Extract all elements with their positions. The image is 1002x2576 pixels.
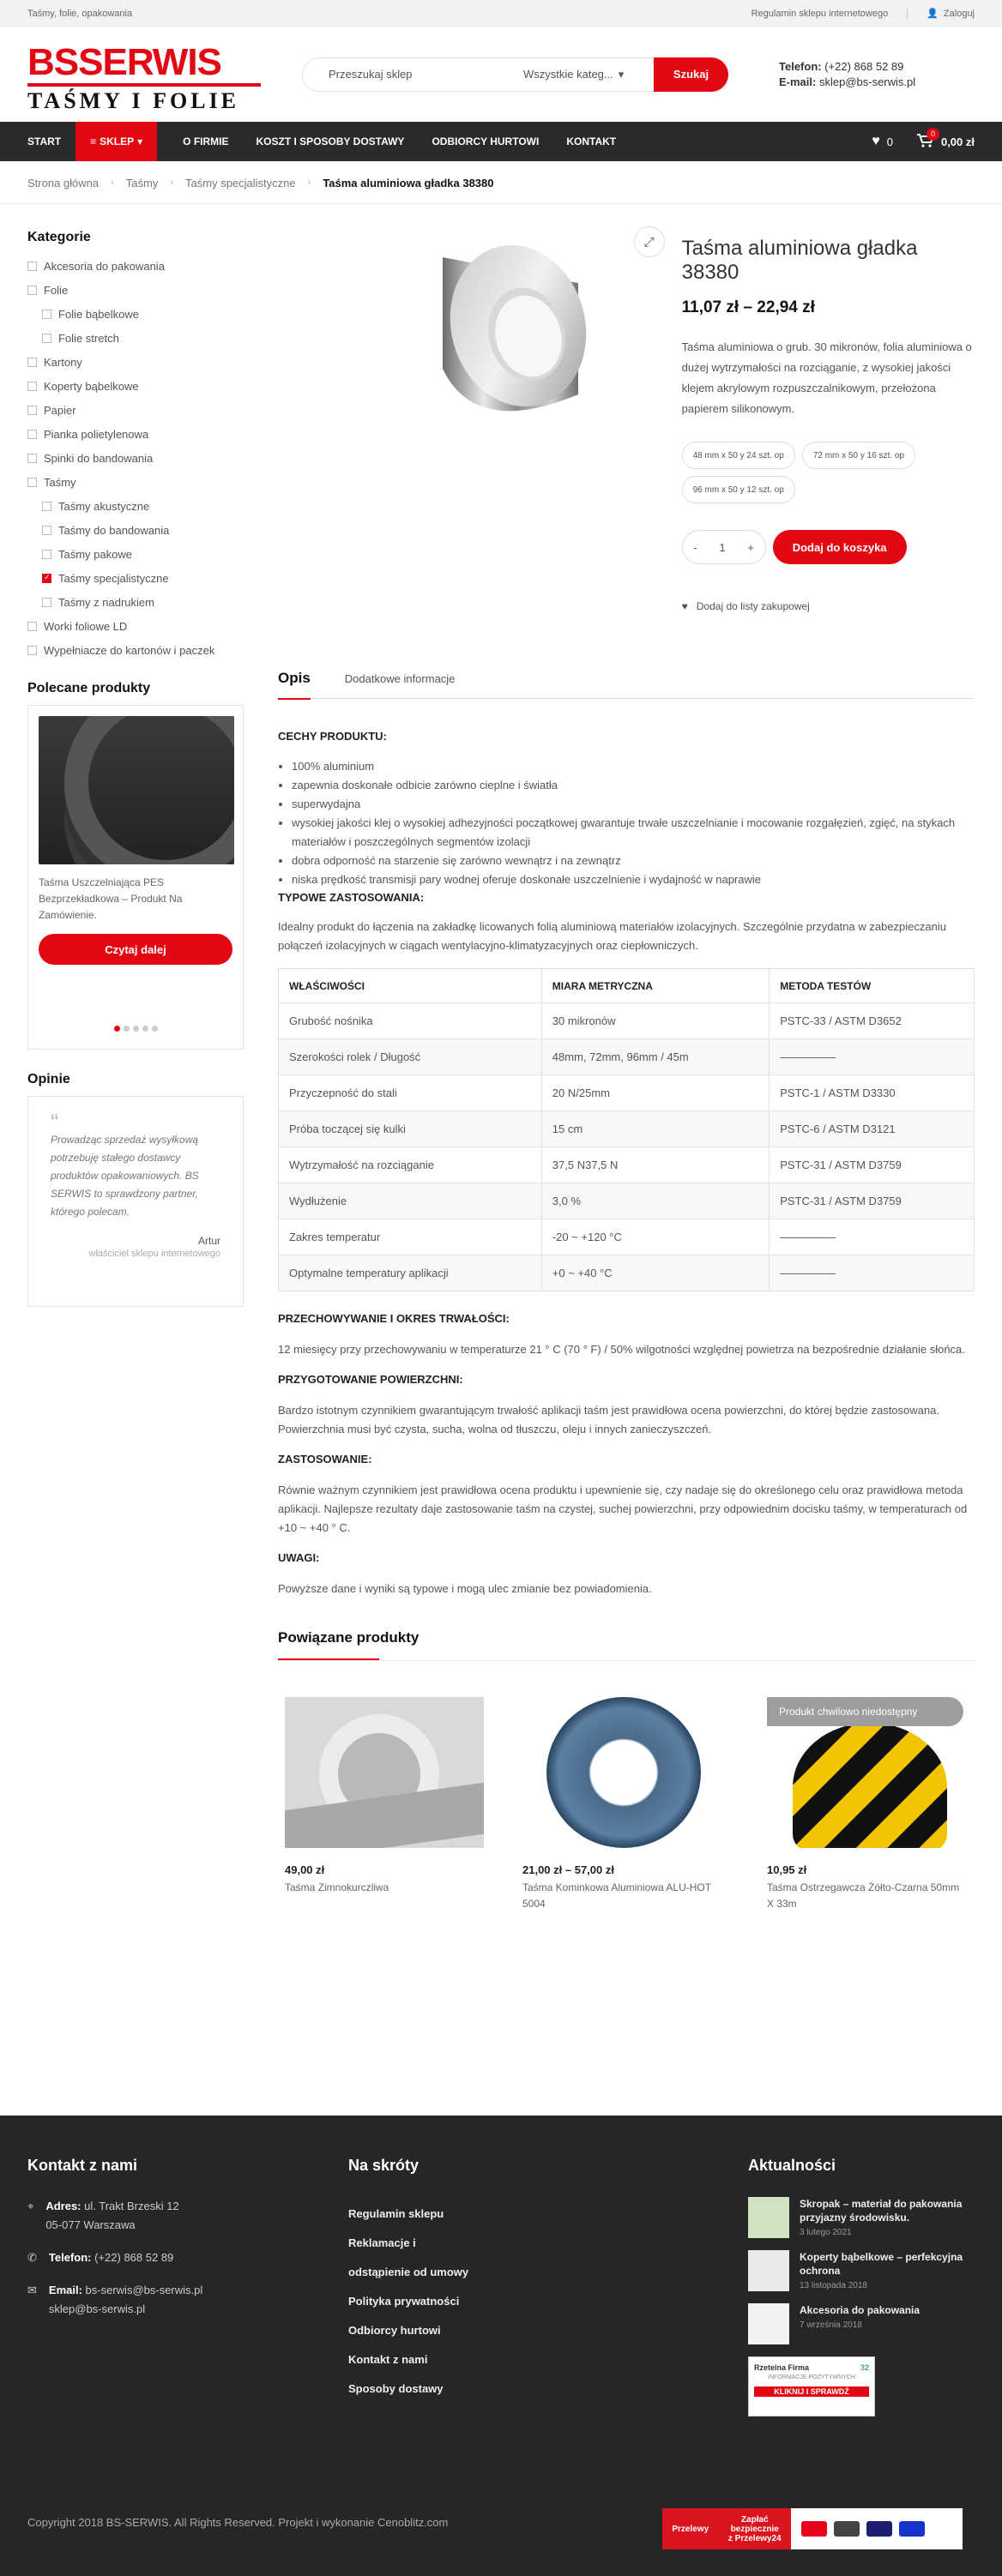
category-item[interactable]: Akcesoria do pakowania [27,254,244,278]
storage-title: PRZECHOWYWANIE I OKRES TRWAŁOŚCI: [278,1312,510,1325]
quantity-stepper [682,530,766,564]
chevron-down-icon: ▾ [137,135,143,147]
table-cell: 15 cm [541,1111,769,1147]
visa-icon [899,2521,925,2537]
features-list [278,757,975,889]
rzetelna-firma-badge[interactable]: Rzetelna Firma 32 INFORMACJE POZYTYWNYCH KLIKNIJ I SPRAWDŹ [748,2356,875,2417]
table-cell: Przyczepność do stali [279,1075,542,1111]
use-text: Idealny produkt do łączenia na zakładkę licowanych folią aluminiową materiałów izolacyjnych. Szczególnie przydatna w zabezpieczaniu połączeń izolacyjnych w ciągach wentylacyjno-klimatyzacyjnych oraz ciepłowniczych. [278,920,946,952]
table-cell: 37,5 N37,5 N [541,1147,769,1183]
table-cell: PSTC-31 / ASTM D3759 [770,1147,975,1183]
related-price: 49,00 zł [285,1863,325,1876]
table-cell: -20 ~ +120 °C [541,1219,769,1255]
footer-link[interactable]: Kontakt z nami [348,2352,428,2366]
related-product[interactable] [522,1697,724,1912]
news-thumbnail[interactable] [748,2197,789,2238]
news-item[interactable]: Koperty bąbelkowe – perfekcyjna ochrona 13 listopada 2018 [748,2250,975,2291]
checkbox[interactable] [27,622,37,631]
login-link[interactable]: 👤 Zaloguj [927,8,975,19]
mastercard-icon [801,2521,827,2537]
envelope-icon: ✉ [27,2284,37,2296]
category-item[interactable]: ✓ Taśmy specjalistyczne [27,566,244,590]
nav-contact[interactable]: KONTAKT [566,135,617,147]
table-cell: PSTC-31 / ASTM D3759 [770,1183,975,1219]
copyright: Copyright 2018 BS-SERWIS. All Rights Reserved. Projekt i wykonanie Cenoblitz.com [27,2516,449,2529]
table-row [279,1111,975,1147]
testimonial [27,1096,244,1307]
chevron-right-icon: › [170,178,174,188]
table-cell: ————— [770,1255,975,1291]
product-image[interactable] [424,223,595,429]
warning-title: UWAGI: [278,1551,320,1564]
footer-news-title: Aktualności [748,2157,836,2174]
category-item[interactable]: Taśmy pakowe [27,542,244,566]
checkbox[interactable] [27,406,37,415]
caret-down-icon: ▾ [618,67,625,81]
table-cell: Wytrzymałość na rozciąganie [279,1147,542,1183]
map-pin-icon: ⌖ [27,2200,34,2212]
footer-link[interactable]: odstąpienie od umowy [348,2265,469,2278]
related-name[interactable]: Taśma Zimnokurczliwa [285,1881,389,1893]
related-name[interactable]: Taśma Kominkowa Aluminiowa ALU-HOT 5004 [522,1881,711,1910]
breadcrumb [0,161,1002,204]
related-product-image[interactable] [285,1697,484,1848]
checkbox[interactable] [42,598,51,607]
news-list [748,2197,975,2344]
footer-link[interactable]: Odbiorcy hurtowi [348,2323,441,2337]
table-cell: Zakres temperatur [279,1219,542,1255]
ipko-icon [866,2521,892,2537]
table-cell: ————— [770,1039,975,1075]
prep-text: Bardzo istotnym czynnikiem gwarantującym trwałość aplikacji taśm jest prawidłowa ocena powierzchni, do której będzie zastosowana. Powierzchnia musi być czysta, sucha, wolna od tłuszczu, oleju i innych zanieczyszczeń. [278,1404,939,1435]
checkbox[interactable] [42,310,51,319]
checkbox[interactable] [42,334,51,343]
related-product-image[interactable] [522,1697,724,1848]
testimonial-role: właściciel sklepu internetowego [88,1249,220,1259]
carousel-dot[interactable] [142,1026,148,1032]
checkbox[interactable] [27,358,37,367]
table-cell: Optymalne temperatury aplikacji [279,1255,542,1291]
carousel-dot[interactable] [124,1026,130,1032]
cart-link[interactable]: 0 0,00 zł [917,134,975,150]
out-of-stock-badge: Produkt chwilowo niedostępny [767,1697,963,1726]
checkbox[interactable] [27,262,37,271]
chevron-right-icon: › [111,178,114,188]
testimonial-author: Artur [197,1235,220,1247]
nav-wholesale[interactable]: ODBIORCY HURTOWI [432,135,540,147]
phone-icon: ✆ [27,2251,37,2264]
related-product-image[interactable] [767,1697,969,1848]
nav-delivery[interactable]: KOSZT I SPOSOBY DOSTAWY [256,135,405,147]
related-price: 21,00 zł – 57,00 zł [522,1863,614,1876]
search-bar [302,57,728,92]
footer-email: ✉ Email: bs-serwis@bs-serwis.pl sklep@bs-serwis.pl [27,2281,311,2319]
footer-link[interactable]: Reklamacje i [348,2236,416,2249]
prep-title: PRZYGOTOWANIE POWIERZCHNI: [278,1373,463,1386]
table-row [279,1039,975,1075]
category-item[interactable]: Folie stretch [27,326,244,350]
search-button[interactable]: Szukaj [654,57,728,92]
checkbox[interactable] [27,454,37,463]
product-title: Taśma aluminiowa gładka 38380 [681,237,918,284]
add-to-wishlist-link[interactable]: ♥ Dodaj do listy zakupowej [681,600,810,612]
news-thumbnail[interactable] [748,2250,789,2291]
variant-option[interactable]: 96 mm x 50 y 12 szt. op [682,476,795,503]
cart-badge: 0 [927,128,939,141]
table-cell: 30 mikronów [541,1003,769,1039]
carousel-dot[interactable] [114,1026,120,1032]
application-title: ZASTOSOWANIE: [278,1453,372,1466]
variant-option[interactable]: 48 mm x 50 y 24 szt. op [682,442,795,469]
heart-icon: ♥ [872,134,880,148]
category-item[interactable]: Folie [27,278,244,302]
divider [907,8,908,20]
table-cell: Grubość nośnika [279,1003,542,1039]
checkbox[interactable] [42,502,51,511]
checkbox[interactable] [42,550,51,559]
related-product[interactable] [278,1697,480,1912]
testimonial-text: Prowadząc sprzedaż wysyłkową potrzebuję stałego dostawcy produktów opakowaniowych. BS SERWIS to sprawdzony partner, którego polecam. [51,1134,199,1218]
carousel-dots [28,1026,243,1032]
search-input[interactable]: Przeszukaj sklep [329,68,413,81]
table-row [279,1003,975,1039]
category-select[interactable]: Wszystkie kateg... ▾ [523,67,625,81]
recommended-card [27,705,244,1050]
checkbox[interactable] [27,286,37,295]
checkbox[interactable] [27,430,37,439]
category-list [27,254,244,662]
bars-icon: ≡ [90,135,97,147]
product-gallery [278,214,665,659]
cart-icon [917,129,935,150]
footer-link[interactable]: Sposoby dostawy [348,2381,444,2395]
product-short-description: Taśma aluminiowa o grub. 30 mikronów, folia aluminiowa o dużej wytrzymałości na rozciąganie, z wysokiej jakości klejem akrylowym rozpuszczalnikowym, przełożona papierem silikonowym. [681,340,972,415]
variant-list [682,442,939,503]
table-cell: Wydłużenie [279,1183,542,1219]
feature-item: • wysokiej jakości klej o wysokiej adhezyjności początkowej gwarantuje trwałe uszczelnianie i mocowanie rozgałęzień, zgięć, na stykach materiałów i poszczególnych segmentów izolacji [292,814,975,852]
nav-about[interactable]: O FIRMIE [183,135,229,147]
table-cell: PSTC-1 / ASTM D3330 [770,1075,975,1111]
footer-address: ⌖ Adres: ul. Trakt Brzeski 12 05-077 Warszawa [27,2197,311,2235]
variant-option[interactable]: 72 mm x 50 y 16 szt. op [802,442,915,469]
footer-phone: ✆ Telefon: (+22) 868 52 89 [27,2248,311,2267]
product-price: 11,07 zł – 22,94 zł [681,298,815,316]
wishlist-link[interactable]: ♥ 0 [872,134,893,148]
related-section [278,1629,975,1661]
payment-banner: Przelewy Zapłać bezpiecznie z Przelewy24 [662,2508,963,2549]
checkbox[interactable] [27,382,37,391]
logo[interactable]: BSSERWIS TAŚMY I FOLIE [27,44,261,105]
news-item[interactable]: Skropak – materiał do pakowania przyjazny środowisku. 3 lutego 2021 [748,2197,975,2238]
footer-links [348,2199,571,2403]
category-item[interactable]: Taśmy do bandowania [27,518,244,542]
payment-icons [801,2521,925,2537]
regulamin-link[interactable]: Regulamin sklepu internetowego [751,8,889,19]
read-more-button[interactable]: Czytaj dalej [39,934,232,965]
table-cell: Szerokości rolek / Długość [279,1039,542,1075]
checkbox[interactable] [27,646,37,655]
category-item[interactable]: Taśmy [27,470,244,494]
table-cell: Próba toczącej się kulki [279,1111,542,1147]
table-row [279,1183,975,1219]
table-cell: 48mm, 72mm, 96mm / 45m [541,1039,769,1075]
feature-item: • zapewnia doskonałe odbicie zarówno cieplne i światła [292,776,975,795]
user-icon: 👤 [927,9,939,19]
checkbox[interactable] [42,526,51,535]
expand-icon[interactable]: ⤢ [634,226,665,257]
recommended-text: Taśma Uszczelniająca PES Bezprzekładkowa – Produkt Na Zamówienie. [39,876,183,921]
table-row [279,1147,975,1183]
tab-description[interactable]: Opis [278,659,311,699]
footer-link[interactable]: Regulamin sklepu [348,2206,444,2220]
table-cell: PSTC-33 / ASTM D3652 [770,1003,975,1039]
description-panel [278,730,975,1598]
breadcrumb-current: Taśma aluminiowa gładka 38380 [323,176,494,190]
use-title: TYPOWE ZASTOSOWANIA: [278,891,425,904]
przelewy24-logo: Przelewy [672,2524,709,2534]
quantity-input[interactable]: 1 [719,540,726,554]
checkbox[interactable] [42,574,51,583]
category-item[interactable]: Pianka polietylenowa [27,422,244,446]
categories-title: Kategorie [27,230,91,244]
product-summary [278,214,975,659]
main-nav [0,122,1002,161]
breadcrumb-home[interactable]: Strona główna [27,176,100,190]
carousel-dot[interactable] [133,1026,139,1032]
plus-button[interactable]: + [747,540,754,554]
feature-item: • 100% aluminium [292,757,975,776]
table-row [279,1255,975,1291]
table-cell: +0 ~ +40 °C [541,1255,769,1291]
application-text: Równie ważnym czynnikiem jest prawidłowa ocena produktu i upewnienie się, czy nadaje się do określonego celu oraz prawidłowa metoda aplikacji. Najlepsze rezultaty daje zastosowanie taśm na czystej, suchej powierzchni, przy odpowiednim docisku taśmy, w temperaturach od +10 ~ +40 ° C. [278,1484,968,1534]
table-row [279,1075,975,1111]
recommended-title: Polecane produkty [27,681,151,695]
bank-icon [834,2521,860,2537]
table-header: WŁAŚCIWOŚCI [279,969,542,1003]
footer-links-title: Na skróty [348,2157,420,2174]
table-header: MIARA METRYCZNA [541,969,769,1003]
feature-item: • dobra odporność na starzenie się zarówno wewnątrz i na zewnątrz [292,852,975,870]
category-item[interactable]: Taśmy z nadrukiem [27,590,244,614]
news-thumbnail[interactable] [748,2303,789,2344]
related-price: 10,95 zł [767,1863,807,1876]
product-info [682,214,975,659]
category-item[interactable]: Wypełniacze do kartonów i paczek [27,638,244,662]
tagline: Taśmy, folie, opakowania [27,8,133,19]
chevron-right-icon: › [307,178,311,188]
carousel-dot[interactable] [152,1026,158,1032]
footer-link[interactable]: Polityka prywatności [348,2294,460,2308]
table-cell: ————— [770,1219,975,1255]
table-header: METODA TESTÓW [770,969,975,1003]
product-tabs [278,659,975,699]
breadcrumb-special[interactable]: Taśmy specjalistyczne [185,176,296,190]
warning-text: Powyższe dane i wyniki są typowe i mogą ulec zmianie bez powiadomienia. [278,1582,652,1595]
footer-contact-title: Kontakt z nami [27,2157,138,2174]
category-item[interactable]: Kartony [27,350,244,374]
related-products [278,1697,975,1912]
related-name[interactable]: Taśma Ostrzegawcza Żółto-Czarna 50mm X 33m [767,1881,960,1910]
features-title: CECHY PRODUKTU: [278,730,387,743]
news-item[interactable]: Akcesoria do pakowania 7 września 2018 [748,2303,975,2344]
heart-icon: ♥ [681,600,688,612]
category-item[interactable]: Taśmy akustyczne [27,494,244,518]
feature-item: • superwydajna [292,795,975,814]
add-to-cart-button[interactable]: Dodaj do koszyka [773,530,907,564]
category-item[interactable]: Spinki do bandowania [27,446,244,470]
recommended-image[interactable] [39,716,234,864]
storage-text: 12 miesięcy przy przechowywaniu w temperaturze 21 ° C (70 ° F) / 50% wilgotności względnej powietrza na bezpośrednie działanie słońca. [278,1343,965,1356]
content [278,214,975,1912]
table-row [279,1219,975,1255]
related-title: Powiązane produkty [278,1629,975,1660]
category-item[interactable]: Folie bąbelkowe [27,302,244,326]
tab-additional-info[interactable]: Dodatkowe informacje [344,671,456,685]
category-item[interactable]: Papier [27,398,244,422]
checkbox[interactable] [27,478,37,487]
breadcrumb-tasmy[interactable]: Taśmy [125,176,159,190]
table-cell: 20 N/25mm [541,1075,769,1111]
table-cell: PSTC-6 / ASTM D3121 [770,1111,975,1147]
quote-icon: “ [51,1109,59,1135]
sidebar [27,214,244,1912]
footer [0,2116,1002,2576]
spec-table [278,968,975,1291]
category-item[interactable]: Koperty bąbelkowe [27,374,244,398]
header-contact: Telefon: (+22) 868 52 89 E-mail: sklep@bs-serwis.pl [779,59,916,88]
nav-start[interactable]: START [27,135,62,147]
minus-button[interactable]: - [693,540,697,554]
topbar [0,0,1002,27]
feature-item: • niska prędkość transmisji pary wodnej oferuje doskonałe uszczelnienie i wydajność w naprawie [292,870,975,889]
related-product[interactable] [767,1697,969,1912]
category-item[interactable]: Worki foliowe LD [27,614,244,638]
header [0,27,1002,122]
opinions-title: Opinie [27,1072,70,1086]
nav-shop[interactable]: ≡ SKLEP ▾ [75,122,157,161]
table-cell: 3,0 % [541,1183,769,1219]
